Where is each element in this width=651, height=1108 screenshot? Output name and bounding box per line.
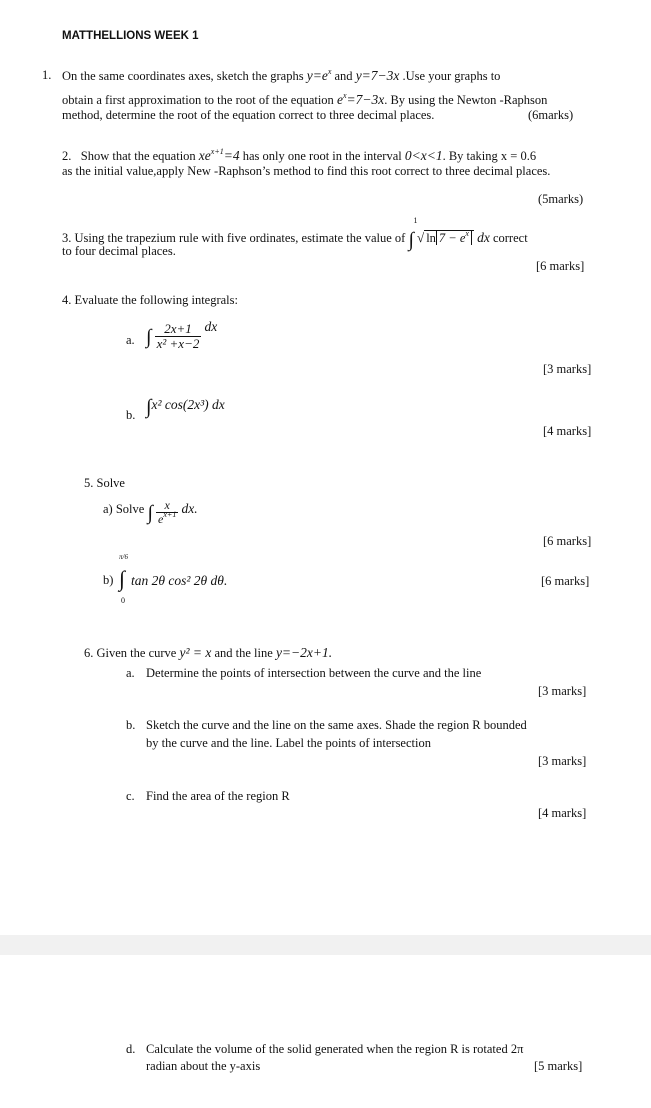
subquestion-label: c. — [126, 789, 135, 803]
marks-label: [3 marks] — [543, 362, 592, 376]
subquestion-label: b) — [103, 573, 114, 587]
integral-upper-limit: π/6 — [119, 553, 128, 561]
marks-label: [4 marks] — [543, 424, 592, 438]
integral-sign: ∫ — [408, 229, 414, 251]
subquestion-label: b. — [126, 408, 136, 422]
integral-lower-limit: 0 — [121, 596, 125, 605]
subquestion-label: a. — [126, 333, 135, 347]
math-expression: $xe^{x+1}=4$ — [198, 147, 240, 163]
marks-label: [6 marks] — [536, 259, 585, 273]
integral-sign: ∫ — [119, 566, 126, 591]
subquestion-label: d. — [126, 1042, 136, 1056]
marks-label: [6 marks] — [543, 534, 592, 548]
question-number: 1. — [42, 68, 52, 82]
question-text: by the curve and the line. Label the points of intersection — [146, 736, 431, 750]
math-expression: tan 2θ cos² 2θ dθ. — [131, 573, 228, 588]
page-title: MATTHELLIONS WEEK 1 — [62, 30, 199, 42]
marks-label: [3 marks] — [538, 754, 587, 768]
marks-label: [5 marks] — [534, 1059, 583, 1073]
integral-sign: ∫ — [146, 396, 152, 418]
question-text: as the initial value,apply New -Raphson’s method to find this root correct to three decimal places. — [62, 164, 551, 178]
integral-sign: ∫ — [147, 501, 153, 524]
question-text: obtain a first approximation to the root of the equation $e^x=7-3x$. By using the Newton -Raphson — [62, 91, 548, 107]
question-text: 2. Show that the equation $xe^{x+1}=4$ has only one root in the interval 0<x<1. By taking x = 0.6 — [62, 147, 537, 163]
math-expression: y=−2x+1. — [275, 645, 333, 660]
subquestion-label: a. — [126, 666, 135, 680]
question-text: to four decimal places. — [62, 244, 176, 258]
math-expression: y=7−3x — [355, 68, 400, 83]
math-expression: $e^x=7-3x$ — [336, 91, 385, 107]
marks-label: (6marks) — [528, 108, 574, 122]
question-text: radian about the y-axis — [146, 1059, 261, 1073]
question-text: Calculate the volume of the solid generated when the region R is rotated 2π — [146, 1042, 524, 1056]
integral-expression: ∫ $\frac{2x+1}{\text{x² +x−2}}$ dx — [146, 319, 218, 351]
integral-expression: ∫x² cos(2x³) dx — [146, 396, 225, 418]
question-text: 3. Using the trapezium rule with five ordinates, estimate the value of 1 ∫ √ $\ln 7 - e^x$ dx correct — [62, 216, 528, 251]
sqrt-sign: √ — [417, 230, 425, 245]
math-expression: $y=e^x$ — [306, 67, 332, 83]
subquestion-label: b. — [126, 718, 136, 732]
question-number: 2. — [62, 149, 72, 163]
question-text: method, determine the root of the equation correct to three decimal places. — [62, 108, 435, 122]
marks-label: [6 marks] — [541, 574, 590, 588]
math-expression: y² = x — [179, 645, 212, 660]
integral-expression: 1 ∫ √ $\ln 7 - e^x$ — [408, 229, 474, 252]
question-heading: 5. Solve — [84, 476, 125, 490]
question-text: Sketch the curve and the line on the same axes. Shade the region R bounded — [146, 718, 527, 732]
page-break — [0, 935, 651, 955]
marks-label: [4 marks] — [538, 806, 587, 820]
question-heading: 4. Evaluate the following integrals: — [62, 293, 238, 307]
question-text: a) Solve ∫ $\frac{x}{e^{x+1}}$ dx. — [103, 498, 198, 526]
question-text: Find the area of the region R — [146, 789, 290, 803]
question-heading: 6. Given the curve y² = x and the line y=−2x+1. — [84, 645, 333, 660]
question-text: On the same coordinates axes, sketch the graphs $y=e^x$ and y=7−3x .Use your graphs to — [62, 67, 501, 83]
question-text: Determine the points of intersection between the curve and the line — [146, 666, 482, 680]
math-expression: 0<x<1 — [404, 148, 443, 163]
marks-label: (5marks) — [538, 192, 584, 206]
integral-sign: ∫ — [146, 326, 152, 348]
marks-label: [3 marks] — [538, 684, 587, 698]
